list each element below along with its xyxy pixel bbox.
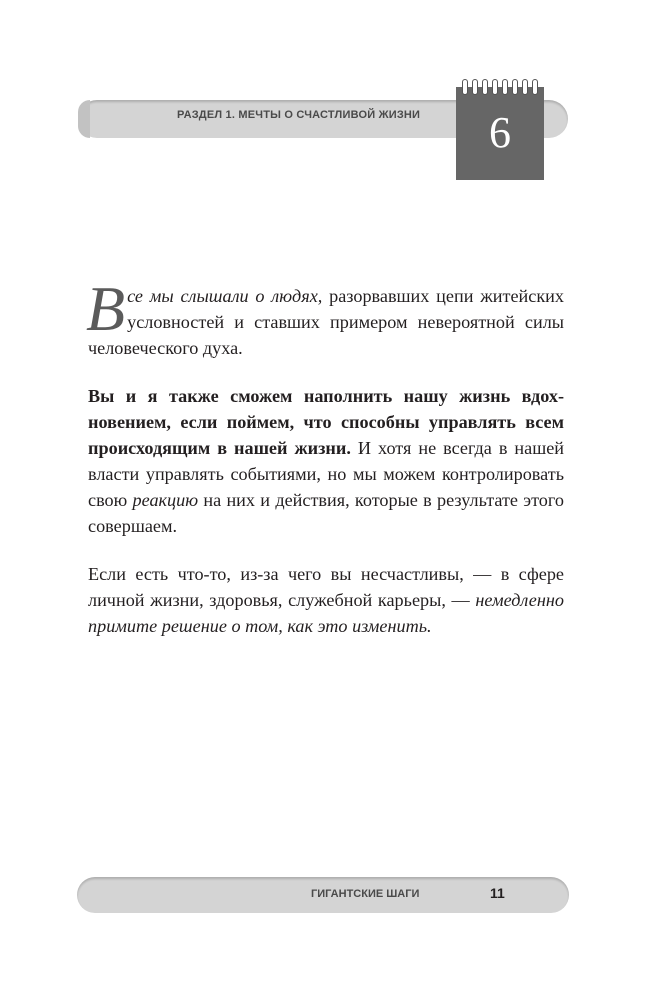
italic-word: реакцию [132, 490, 199, 510]
body-text [86, 273, 565, 639]
paragraph-2-text-b: на них и действия, которые в результате этого совершаем. [88, 490, 564, 536]
paragraph-1-text: разорвавших цепи житейских условностей и ставших примером невероятной силы человеческого духа. [88, 286, 564, 358]
italic-conclusion: немедленно примите решение о том, как это изменить. [88, 590, 564, 636]
chapter-tab [456, 87, 544, 180]
bold-statement: Вы и я также сможем наполнить нашу жизнь вдохновением, если поймем, что способны управлять всем происходящим в нашей жизни. [88, 386, 564, 458]
binder-ring-icon [472, 79, 478, 95]
drop-cap: В [86, 273, 126, 344]
binder-ring-icon [502, 79, 508, 95]
binder-ring-icon [492, 79, 498, 95]
binder-ring-icon [522, 79, 528, 95]
paragraph-3-text: Если есть что-то, из-за чего вы несчастливы, — в сфере личной жизни, здоровья, служебной карьеры, — [88, 564, 564, 610]
paragraph-1 [86, 273, 564, 361]
binder-rings [462, 79, 538, 97]
binder-ring-icon [532, 79, 538, 95]
binder-ring-icon [512, 79, 518, 95]
paragraph-2-text-a: И хотя не всегда в нашей власти управлять событиями, но мы можем контролировать свою [88, 438, 565, 510]
paragraph-3 [88, 561, 564, 639]
page-number: 11 [490, 885, 505, 901]
section-title: РАЗДЕЛ 1. МЕЧТЫ О СЧАСТЛИВОЙ ЖИЗНИ [177, 109, 421, 121]
paragraph-2 [88, 383, 564, 539]
italic-lead: се мы слышали о людях, [127, 286, 323, 306]
chapter-number: 6 [489, 108, 511, 157]
binder-ring-icon [462, 79, 468, 95]
binder-ring-icon [482, 79, 488, 95]
footer-book-title: ГИГАНТСКИЕ ШАГИ [311, 888, 420, 900]
